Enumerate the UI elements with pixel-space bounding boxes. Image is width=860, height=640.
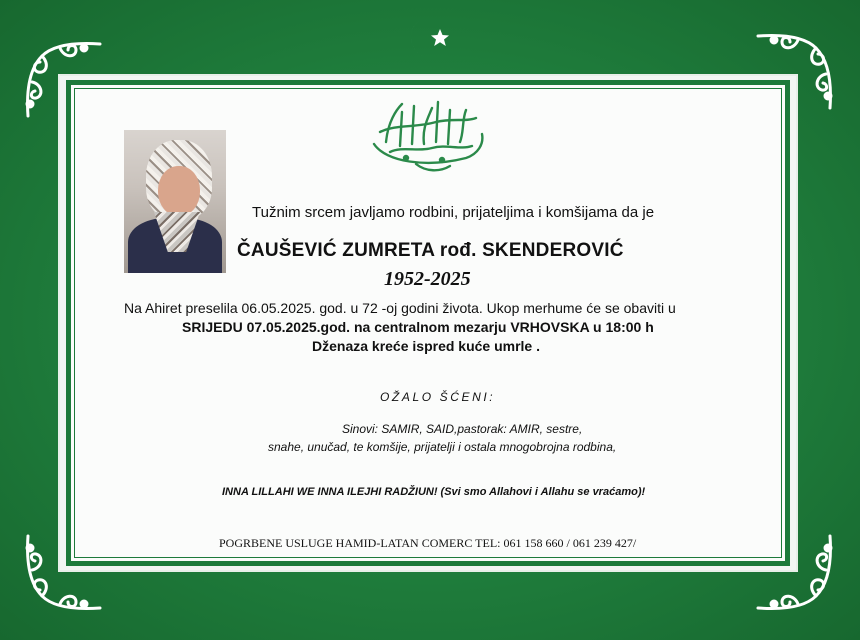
deceased-portrait — [124, 130, 226, 273]
prayer-text: INNA LILLAHI WE INNA ILEJHI RADŽIUN! (Svi smo Allahovi i Allahu se vraćamo)! — [222, 486, 646, 498]
deceased-name: ČAUŠEVIĆ ZUMRETA rođ. SKENDEROVIĆ — [237, 240, 624, 261]
intro-text: Tužnim srcem javljamo rodbini, prijateljima i komšijama da je — [252, 204, 655, 221]
funeral-services-footer: POGRBENE USLUGE HAMID-LATAN COMERC TEL: 061 158 660 / 061 239 427/ — [219, 536, 637, 550]
burial-details-line2: SRIJEDU 07.05.2025.god. na centralnom mezarju VRHOVSKA u 18:00 h — [182, 319, 654, 335]
mourners-line2: snahe, unučad, te komšije, prijatelji i ostala mnogobrojna rodbina, — [268, 440, 617, 454]
arabic-calligraphy-icon — [366, 92, 490, 174]
life-years: 1952-2025 — [384, 268, 471, 290]
burial-details-line1: Na Ahiret preselila 06.05.2025. god. u 72 -oj godini života. Ukop merhume će se obaviti u — [124, 300, 676, 316]
mourners-title: OŽALO ŠĆENI: — [380, 390, 496, 404]
mourners-line1: Sinovi: SAMIR, SAID,pastorak: AMIR, sestre, — [342, 422, 583, 436]
crescent-star-icon — [404, 12, 452, 62]
burial-details-line3: Dženaza kreće ispred kuće umrle . — [312, 338, 540, 354]
